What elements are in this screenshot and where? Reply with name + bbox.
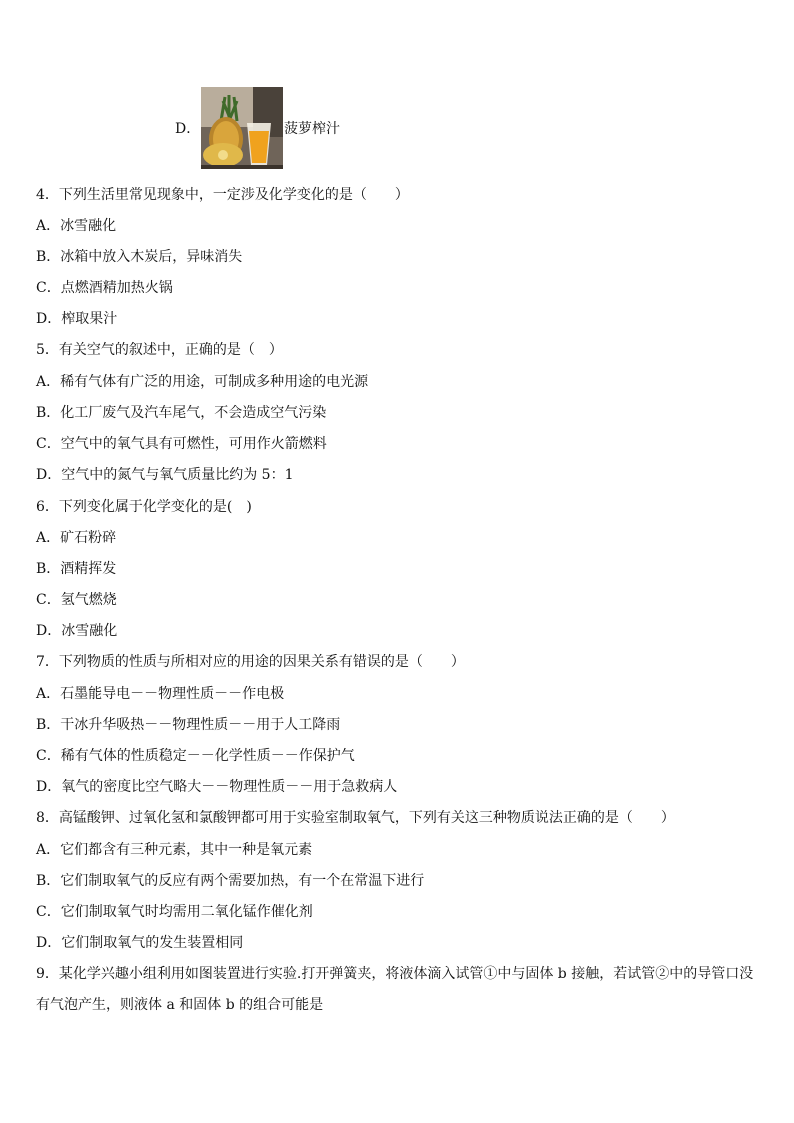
question-9: 9．某化学兴趣小组利用如图装置进行实验.打开弹簧夹，将液体滴入试管①中与固体 b 接触，若试管②中的导管口没有气泡产生，则液体 a 和固体 b 的组合可能是	[36, 966, 754, 1013]
question-5: 5．有关空气的叙述中，正确的是（ ）	[36, 342, 283, 358]
question-4: 4．下列生活里常见现象中，一定涉及化学变化的是（ ）	[36, 187, 409, 203]
question-6: 6．下列变化属于化学变化的是( )	[36, 499, 252, 515]
q7-option-b: B．干冰升华吸热－－物理性质－－用于人工降雨	[36, 717, 341, 733]
option-d-letter: D．	[175, 121, 201, 137]
q6-option-a: A．矿石粉碎	[36, 530, 117, 546]
q8-option-a: A．它们都含有三种元素，其中一种是氧元素	[36, 842, 313, 858]
q7-option-d: D．氧气的密度比空气略大－－物理性质－－用于急救病人	[36, 779, 398, 795]
option-d-label: 菠萝榨汁	[284, 121, 340, 137]
q6-option-d: D．冰雪融化	[36, 623, 118, 639]
q7-option-a: A．石墨能导电－－物理性质－－作电极	[36, 686, 285, 702]
q7-option-c: C．稀有气体的性质稳定－－化学性质－－作保护气	[36, 748, 355, 764]
q8-option-c: C．它们制取氧气时均需用二氧化锰作催化剂	[36, 904, 313, 920]
q4-option-d: D．榨取果汁	[36, 311, 118, 327]
q4-option-c: C．点燃酒精加热火锅	[36, 280, 173, 296]
pineapple-juice-photo	[201, 87, 283, 169]
q5-option-d: D．空气中的氮气与氧气质量比约为 5：1	[36, 467, 294, 483]
q5-option-a: A．稀有气体有广泛的用途，可制成多种用途的电光源	[36, 374, 369, 390]
question-7: 7．下列物质的性质与所相对应的用途的因果关系有错误的是（ ）	[36, 654, 465, 670]
q8-option-b: B．它们制取氧气的反应有两个需要加热，有一个在常温下进行	[36, 873, 425, 889]
q5-option-b: B．化工厂废气及汽车尾气，不会造成空气污染	[36, 405, 327, 421]
q6-option-c: C．氢气燃烧	[36, 592, 117, 608]
q5-option-c: C．空气中的氧气具有可燃性，可用作火箭燃料	[36, 436, 327, 452]
q8-option-d: D．它们制取氧气的发生装置相同	[36, 935, 244, 951]
q6-option-b: B．酒精挥发	[36, 561, 117, 577]
q4-option-b: B．冰箱中放入木炭后，异味消失	[36, 249, 243, 265]
question-8: 8．高锰酸钾、过氧化氢和氯酸钾都可用于实验室制取氧气，下列有关这三种物质说法正确的是（ ）	[36, 810, 675, 826]
q4-option-a: A．冰雪融化	[36, 218, 117, 234]
